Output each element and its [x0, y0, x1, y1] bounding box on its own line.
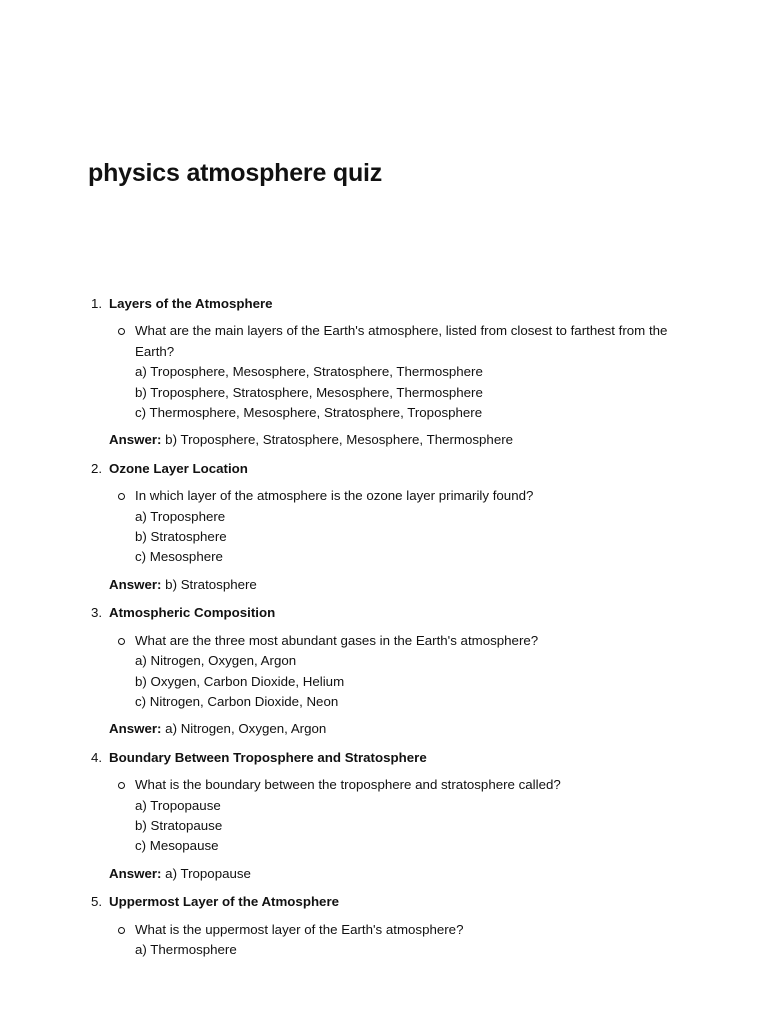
- question-heading: Layers of the Atmosphere: [109, 296, 273, 311]
- answer-option: b) Stratosphere: [135, 529, 227, 545]
- answer-line: [109, 430, 768, 450]
- question-text: What are the three most abundant gases in the Earth's atmosphere?: [135, 632, 539, 648]
- answer-label: Answer:: [109, 721, 162, 737]
- question-number: 5.: [91, 894, 103, 910]
- question-text: What is the uppermost layer of the Earth's atmosphere?: [135, 921, 464, 937]
- question-heading: Atmospheric Composition: [109, 605, 276, 621]
- question-text: In which layer of the atmosphere is the ozone layer primarily found?: [135, 488, 534, 504]
- answer-value: a) Tropopause: [165, 865, 251, 881]
- question-number: 3.: [91, 605, 103, 621]
- answer-option: b) Oxygen, Carbon Dioxide, Helium: [135, 673, 345, 689]
- page-title: physics atmosphere quiz: [88, 159, 383, 187]
- question-heading: Ozone Layer Location: [109, 460, 248, 476]
- quiz-question-item: [0, 459, 768, 595]
- question-number: 4.: [91, 749, 103, 765]
- answer-option: c) Thermosphere, Mesosphere, Stratosphere, Troposphere: [135, 405, 483, 421]
- hollow-bullet-icon: [118, 493, 125, 500]
- answer-option: c) Nitrogen, Carbon Dioxide, Neon: [135, 693, 339, 709]
- quiz-question-item: [0, 892, 768, 960]
- answer-option: a) Thermosphere: [135, 941, 237, 957]
- question-number: 1.: [91, 296, 103, 311]
- question-number: 2.: [91, 460, 103, 476]
- answer-label: Answer:: [109, 432, 162, 448]
- question-text: What are the main layers of the Earth's atmosphere, listed from closest to farthest from the Earth?: [135, 323, 668, 359]
- answer-option: b) Stratopause: [135, 817, 223, 833]
- answer-option: b) Troposphere, Stratosphere, Mesosphere, Thermosphere: [135, 384, 483, 400]
- answer-option: a) Troposphere: [135, 508, 226, 524]
- answer-value: b) Stratosphere: [165, 576, 257, 592]
- quiz-question-item: [0, 294, 768, 451]
- quiz-question-item: [0, 603, 768, 739]
- quiz-question-item: [0, 748, 768, 884]
- answer-value: a) Nitrogen, Oxygen, Argon: [165, 721, 327, 737]
- question-body: [109, 920, 675, 961]
- hollow-bullet-icon: [118, 328, 125, 335]
- question-body: [109, 321, 675, 423]
- answer-label: Answer:: [109, 865, 162, 881]
- question-body: [109, 775, 675, 857]
- question-body: [109, 631, 675, 713]
- answer-value: b) Troposphere, Stratosphere, Mesosphere, Thermosphere: [165, 432, 514, 448]
- question-text: What is the boundary between the troposphere and stratosphere called?: [135, 777, 561, 793]
- question-heading: Boundary Between Troposphere and Stratosphere: [109, 749, 427, 765]
- answer-line: [109, 719, 768, 739]
- answer-option: c) Mesosphere: [135, 549, 223, 565]
- answer-line: [109, 575, 768, 595]
- question-heading: Uppermost Layer of the Atmosphere: [109, 894, 340, 910]
- answer-option: a) Nitrogen, Oxygen, Argon: [135, 653, 297, 669]
- answer-option: c) Mesopause: [135, 838, 219, 854]
- answer-option: a) Tropopause: [135, 797, 221, 813]
- hollow-bullet-icon: [118, 782, 125, 789]
- quiz-question-list: [0, 294, 768, 968]
- hollow-bullet-icon: [118, 638, 125, 645]
- answer-option: a) Troposphere, Mesosphere, Stratosphere, Thermosphere: [135, 364, 483, 380]
- answer-line: [109, 864, 768, 884]
- answer-label: Answer:: [109, 576, 162, 592]
- question-body: [109, 486, 675, 568]
- hollow-bullet-icon: [118, 927, 125, 934]
